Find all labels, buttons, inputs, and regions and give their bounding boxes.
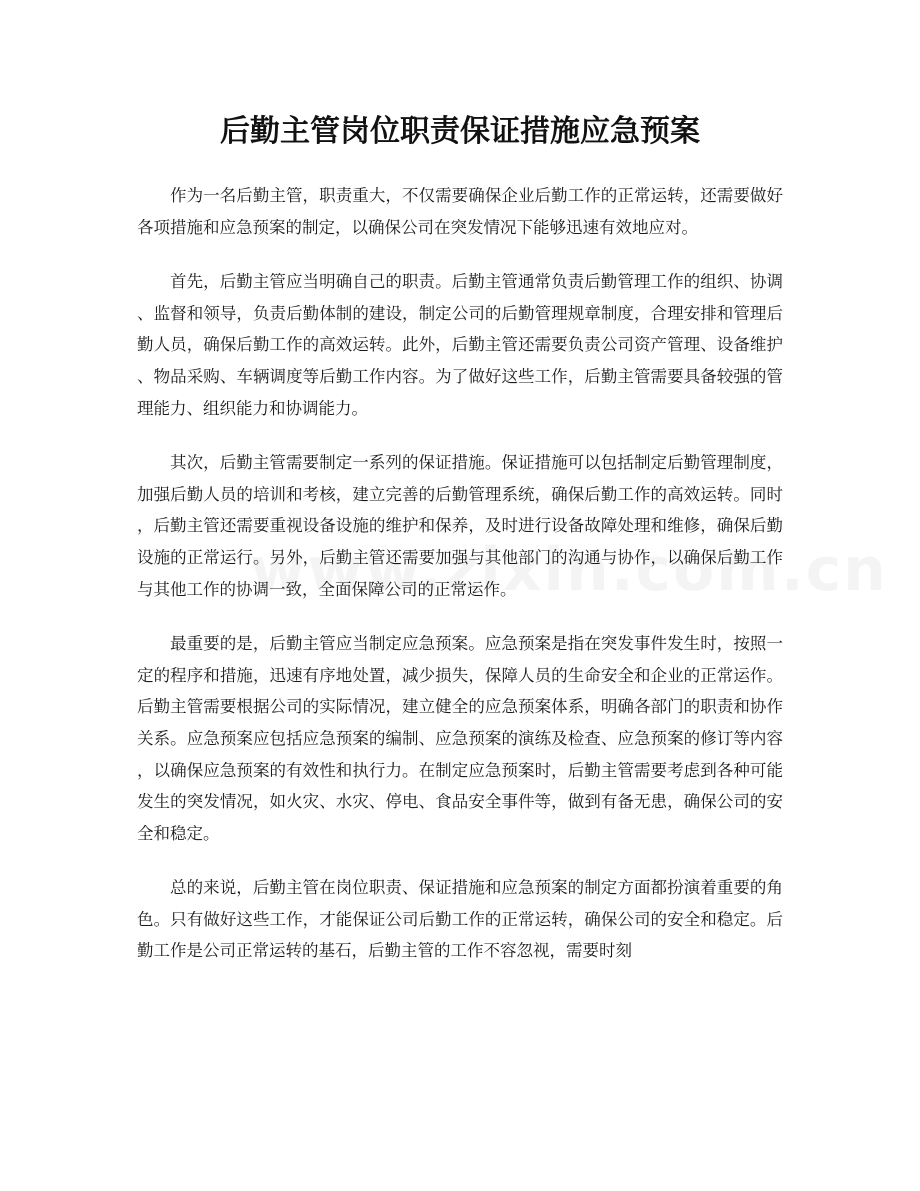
paragraph-measures: 其次，后勤主管需要制定一系列的保证措施。保证措施可以包括制定后勤管理制度，加强后勤人员的培训和考核，建立完善的后勤管理系统，确保后勤工作的高效运转。同时，后勤主管还需要重视设备设施的维护和保养，及时进行设备故障处理和维修，确保后勤设施的正常运行。另外，后勤主管还需要加强与其他部门的沟通与协作，以确保后勤工作与其他工作的协调一致，全面保障公司的正常运作。 — [137, 453, 783, 599]
document-body — [137, 180, 783, 990]
paragraph-summary: 总的来说，后勤主管在岗位职责、保证措施和应急预案的制定方面都扮演着重要的角色。只有做好这些工作，才能保证公司后勤工作的正常运转，确保公司的安全和稳定。后勤工作是公司正常运转的基石，后勤主管的工作不容忽视，需要时刻 — [137, 878, 783, 961]
paragraph-emergency-plan: 最重要的是，后勤主管应当制定应急预案。应急预案是指在突发事件发生时，按照一定的程序和措施，迅速有序地处置，减少损失，保障人员的生命安全和企业的正常运作。后勤主管需要根据公司的实际情况，建立健全的应急预案体系，明确各部门的职责和协作关系。应急预案应包括应急预案的编制、应急预案的演练及检查、应急预案的修订等内容，以确保应急预案的有效性和执行力。在制定应急预案时，后勤主管需要考虑到各种可能发生的突发情况，如火灾、水灾、停电、食品安全事件等，做到有备无患，确保公司的安全和稳定。 — [137, 634, 783, 843]
paragraph-intro: 作为一名后勤主管，职责重大，不仅需要确保企业后勤工作的正常运转，还需要做好各项措施和应急预案的制定，以确保公司在突发情况下能够迅速有效地应对。 — [137, 186, 783, 237]
document-title: 后勤主管岗位职责保证措施应急预案 — [220, 114, 700, 149]
paragraph-responsibilities: 首先，后勤主管应当明确自己的职责。后勤主管通常负责后勤管理工作的组织、协调、监督和领导，负责后勤体制的建设，制定公司的后勤管理规章制度，合理安排和管理后勤人员，确保后勤工作的高效运转。此外，后勤主管还需要负责公司资产管理、设备维护、物品采购、车辆调度等后勤工作内容。为了做好这些工作，后勤主管需要具备较强的管理能力、组织能力和协调能力。 — [137, 272, 783, 418]
